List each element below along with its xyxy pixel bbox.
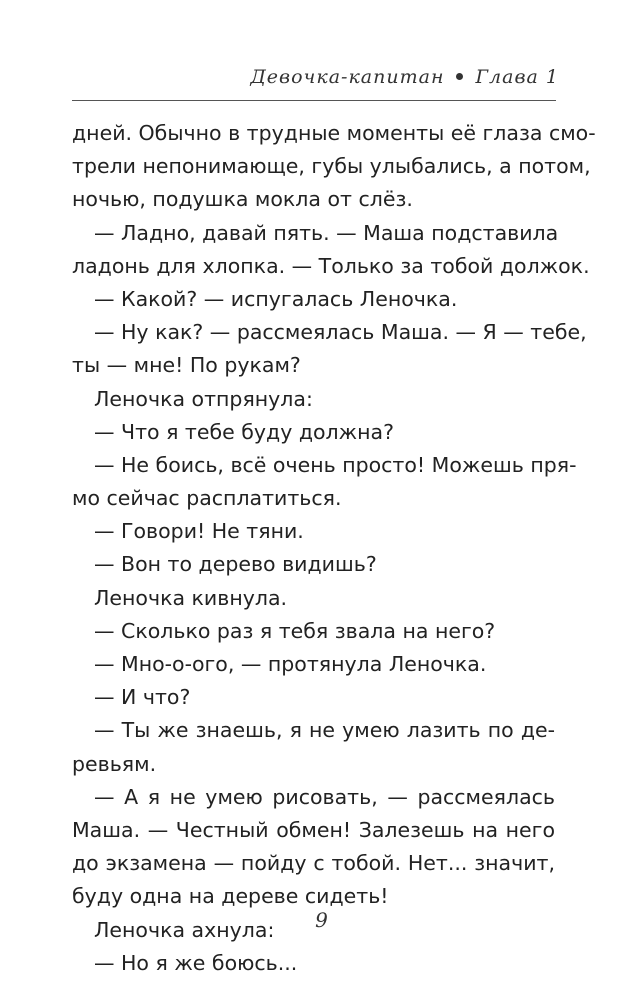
text-line: дней. Обычно в трудные моменты её глаза смо- [72, 121, 596, 145]
text-line: мо сейчас расплатиться. [72, 486, 342, 511]
text-line: Маша. — Честный обмен! Залезешь на него [72, 817, 555, 842]
running-header [250, 66, 559, 88]
text-line: Леночка отпрянула: [94, 386, 313, 411]
text-line: — Сколько раз я тебя звала на него? [94, 618, 496, 643]
text-line: — Вон то дерево видишь? [94, 552, 377, 577]
text-line: — Какой? — испугалась Леночка. [94, 286, 458, 311]
body-text [72, 117, 596, 980]
text-line: ты — мне! По рукам? [72, 353, 301, 378]
header-rule [72, 100, 556, 101]
text-line: Леночка ахнула: [94, 917, 275, 942]
text-line: ночью, подушка мокла от слёз. [72, 187, 413, 212]
book-title: Девочка-капитан [250, 66, 445, 88]
text-line: Леночка кивнула. [94, 585, 288, 610]
text-line: буду одна на дереве сидеть! [72, 884, 389, 909]
text-line: — А я не умею рисовать, — рассмеялась [94, 784, 555, 809]
text-line: ревьям. [72, 751, 157, 776]
text-line: — Ты же знаешь, я не умею лазить по де- [94, 718, 555, 743]
text-line: трели непонимающе, губы улыбались, а потом, [72, 154, 591, 179]
text-line: — Но я же боюсь... [94, 950, 298, 975]
chapter-label: Глава 1 [475, 66, 559, 88]
text-line: — Ну как? — рассмеялась Маша. — Я — тебе, [94, 320, 587, 345]
text-line: — Мно-о-ого, — протянула Леночка. [94, 652, 487, 676]
text-line: — Что я тебе буду должна? [94, 419, 394, 444]
text-line: ладонь для хлопка. — Только за тобой должок. [72, 253, 590, 278]
text-line: — Не боись, всё очень просто! Можешь пря- [94, 452, 577, 477]
text-line: — И что? [94, 685, 191, 710]
page-number: 9 [315, 908, 328, 932]
text-line: — Говори! Не тяни. [94, 519, 304, 544]
text-line: — Ладно, давай пять. — Маша подставила [94, 220, 559, 245]
text-line: до экзамена — пойду с тобой. Нет... значит, [72, 851, 555, 876]
header-separator-dot [456, 73, 463, 80]
